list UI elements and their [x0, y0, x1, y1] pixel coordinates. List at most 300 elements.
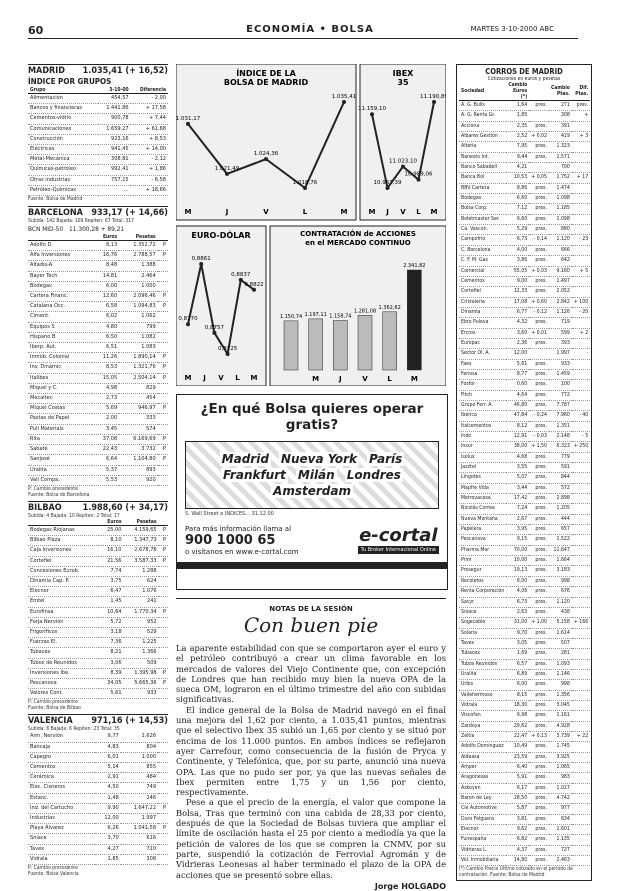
table-cell [158, 332, 168, 342]
table-cell: 6,82 [506, 835, 529, 845]
table-row [459, 328, 590, 338]
chart-contratacion-tick-label: M [312, 375, 320, 383]
table-cell [572, 835, 590, 845]
table-cell: Pharma Mar [459, 545, 506, 555]
table-cell: Nueva Montaña [459, 514, 506, 524]
table-cell: pres. [529, 183, 549, 193]
table-cell: Metal-Mecánica [28, 155, 98, 165]
section-title: ECONOMÍA • BOLSA [246, 24, 374, 35]
table-row [459, 142, 590, 152]
table-cell: Cerámica [28, 773, 95, 783]
table-cell: Indo [459, 432, 506, 442]
table-row [459, 225, 590, 235]
table-cell: Faes [459, 359, 506, 369]
table-cell: pres. [529, 514, 549, 524]
table-cell: 2,63 [506, 607, 529, 617]
table-cell: 1,48 [95, 793, 121, 803]
table-cell: 9,90 [95, 803, 121, 813]
table-row [28, 434, 168, 444]
table-cell [572, 421, 590, 431]
table-cell: + 17,58 [131, 104, 168, 114]
table-cell [158, 424, 168, 434]
chart-madrid-point [264, 157, 268, 161]
table-cell: 4.928 [549, 721, 572, 731]
table-cell: Papelera [459, 525, 506, 535]
chart-eurodolar-tick-label: M [184, 374, 192, 382]
table-cell: 1.890,14 [119, 353, 158, 363]
table-cell: 3,44 [506, 483, 529, 493]
table-cell: Vidrala [459, 700, 506, 710]
table-cell: Pescanova [28, 678, 99, 688]
bcn-index-value: 11.300,28 + 89,21 [69, 225, 125, 234]
table-cell: pres. [529, 638, 549, 648]
table-cell: + 100 [572, 297, 590, 307]
table-cell: 9,77 [95, 732, 121, 742]
table-cell: Mapfre Vida [459, 483, 506, 493]
table-cell: + 0,01 [529, 328, 549, 338]
table-cell: 1.161 [549, 711, 572, 721]
col-header: Euros [99, 519, 123, 526]
table-cell [572, 380, 590, 390]
table-cell: 8,21 [99, 648, 123, 658]
table-cell: pres. [529, 390, 549, 400]
table-cell: 6,26 [95, 824, 121, 834]
table-cell: - 5 [572, 432, 590, 442]
madrid-value: 1.035,41 (+ 16,52) [82, 66, 168, 76]
table-cell: BBV Cartera [459, 183, 506, 193]
table-cell: 983 [549, 773, 572, 783]
table-cell: Ciment. [28, 312, 92, 322]
table-cell: 1.395,98 [124, 668, 159, 678]
table-cell: Alimentación [28, 94, 98, 104]
table-row [459, 452, 590, 462]
table-cell [572, 463, 590, 473]
table-cell [158, 834, 168, 844]
table-cell [158, 383, 168, 393]
table-cell: pres. [529, 845, 549, 855]
table-cell: 1.497 [549, 276, 572, 286]
table-cell: P [158, 824, 168, 834]
table-cell: 10,53 [506, 173, 529, 183]
table-row [28, 373, 168, 383]
table-cell [572, 318, 590, 328]
table-row [28, 678, 168, 688]
table-row [28, 536, 168, 546]
ad-brand: e-cortal [359, 525, 438, 546]
table-cell: pres. [529, 504, 549, 514]
table-cell: 8,15 [506, 690, 529, 700]
table-cell: Renta Corporación [459, 587, 506, 597]
table-cell: 946,97 [119, 404, 158, 414]
table-cell: pres. [529, 597, 549, 607]
table-cell: P [159, 668, 168, 678]
chart-eurodolar-data-label: 0,8770 [178, 316, 198, 323]
table-cell: pres. [529, 649, 549, 659]
chart-eurodolar-tick-label: V [218, 374, 224, 382]
table-cell: 4,80 [92, 322, 119, 332]
table-cell: A. G. Renta Gr. [459, 111, 506, 121]
table-cell: pres. [529, 856, 549, 866]
table-cell [572, 845, 590, 855]
chart-madrid-data-label: 1.024,36 [253, 151, 279, 158]
table-cell [572, 856, 590, 866]
table-cell: 1.041,58 [121, 824, 158, 834]
table-cell: 8,86 [506, 183, 529, 193]
table-cell: 1.082 [119, 332, 158, 342]
chart-ibex35-data-label: 11.023,10 [389, 158, 417, 165]
table-cell: Bayer Tech [28, 271, 92, 281]
table-cell: 6,40 [506, 763, 529, 773]
table-row [28, 638, 168, 648]
chart-contratacion-bar [407, 270, 421, 370]
bcn-index-label: BCN MID-50 [28, 225, 64, 234]
table-cell: pres. [529, 607, 549, 617]
table-cell: Ercros [459, 328, 506, 338]
table-cell [572, 194, 590, 204]
table-cell: 998 [549, 680, 572, 690]
table-cell: 900,78 [98, 114, 131, 124]
table-cell: 17,08 [506, 297, 529, 307]
table-cell: Fitch [459, 390, 506, 400]
table-row [459, 752, 590, 762]
table-cell: 1.474 [549, 183, 572, 193]
table-row [28, 576, 168, 586]
table-cell: Sabaté [28, 445, 92, 455]
charts-area [176, 64, 446, 386]
table-cell: Solaria [459, 628, 506, 638]
table-cell: Elec. Cisneros [28, 783, 95, 793]
table-cell: 10,00 [506, 556, 529, 566]
table-cell: 5,14 [95, 762, 121, 772]
table-cell: 1.083 [119, 343, 158, 353]
table-cell: Banca Bol [459, 173, 506, 183]
bilbao-table [28, 519, 168, 699]
barcelona-table [28, 234, 168, 486]
table-cell [158, 394, 168, 404]
table-row [459, 442, 590, 452]
table-cell: Cementos-vidrio [28, 114, 98, 124]
table-cell: C. F. M. Gas [459, 256, 506, 266]
table-cell: Grupo Ferr. A. [459, 400, 506, 410]
table-cell: 3,18 [99, 627, 123, 637]
table-row [28, 813, 168, 823]
table-cell: 46,80 [506, 400, 529, 410]
ad-city-label: Londres [346, 468, 401, 482]
table-cell: 281 [549, 649, 572, 659]
table-row [459, 400, 590, 410]
table-cell: 727 [549, 845, 572, 855]
table-cell: pres. [529, 142, 549, 152]
table-cell [159, 638, 168, 648]
table-cell: 1,45 [99, 597, 123, 607]
table-cell: pres. [529, 245, 549, 255]
table-cell [159, 597, 168, 607]
table-cell: pres. [529, 483, 549, 493]
table-cell: Cortefiel [28, 556, 99, 566]
table-cell: 7,36 [99, 638, 123, 648]
table-row [28, 124, 168, 134]
valencia-value: 971,16 (+ 14,53) [91, 716, 168, 727]
table-cell: 3,95 [506, 525, 529, 535]
table-cell: 22,43 [92, 445, 119, 455]
table-row [28, 261, 168, 271]
table-cell: pres. [529, 721, 549, 731]
table-cell [572, 659, 590, 669]
table-cell: Adolfo D. [28, 241, 92, 251]
table-cell: Recoletos [459, 576, 506, 586]
table-cell: 5,07 [506, 473, 529, 483]
table-cell: P [158, 241, 168, 251]
table-cell: + 1,00 [529, 618, 549, 628]
table-cell: 1.752 [549, 173, 572, 183]
table-cell: 14,80 [506, 856, 529, 866]
table-cell: - 0,03 [529, 432, 549, 442]
chart-madrid-data-label: 1.031,17 [176, 115, 201, 122]
table-cell: 8,53 [92, 363, 119, 373]
table-cell [158, 271, 168, 281]
table-cell: P [158, 434, 168, 444]
table-cell: pres. [529, 494, 549, 504]
table-row [28, 824, 168, 834]
table-cell: 6,73 [506, 597, 529, 607]
table-row [459, 111, 590, 121]
table-cell [572, 545, 590, 555]
table-cell: Playa Álvarez [28, 824, 95, 834]
table-cell: Banco Sabadell [459, 163, 506, 173]
table-cell: Fosfor [459, 380, 506, 390]
chart-ibex35-tick-label: L [416, 208, 421, 216]
table-row [459, 794, 590, 804]
table-cell: + 1,50 [529, 442, 549, 452]
table-cell: 3,45 [92, 424, 119, 434]
table-cell: 1.120 [549, 597, 572, 607]
table-row [28, 271, 168, 281]
table-cell: pres. [529, 804, 549, 814]
table-cell: 657 [549, 525, 572, 535]
table-cell: 15,05 [92, 373, 119, 383]
table-row [28, 773, 168, 783]
table-cell: Isolux [459, 452, 506, 462]
table-row [28, 546, 168, 556]
ad-web[interactable]: o visítanos en www.e-cortal.com [185, 548, 299, 556]
table-cell: 16,10 [99, 546, 123, 556]
table-cell: Tavex [28, 844, 95, 854]
table-row [459, 338, 590, 348]
table-cell: Bancaja [28, 742, 95, 752]
table-cell [572, 794, 590, 804]
table-cell: 9,00 [506, 276, 529, 286]
table-cell: 3,81 [506, 814, 529, 824]
ad-brand-sub: Tu Broker Internacional Online [358, 546, 439, 554]
table-cell: Valores Cont. [28, 689, 99, 699]
article-headline: Con buen pie [243, 613, 379, 637]
table-cell: 3,60 [506, 328, 529, 338]
table-cell: + 8,53 [131, 134, 168, 144]
table-row [28, 404, 168, 414]
table-row [459, 783, 590, 793]
table-cell: + 0,03 [529, 266, 549, 276]
chart-contratacion-data-label: 1.197,11 [304, 311, 327, 318]
table-cell: pres. [529, 680, 549, 690]
table-cell: 2.898 [549, 494, 572, 504]
table-cell: Catalana Occ. [28, 302, 92, 312]
table-cell: - 23 [572, 235, 590, 245]
table-cell: Adolfo Domínguez [459, 742, 506, 752]
table-cell: 9,62 [506, 825, 529, 835]
table-row [28, 281, 168, 291]
table-cell: + 14,00 [131, 145, 168, 155]
table-cell [158, 475, 168, 485]
chart-madrid-title: ÍNDICE DE LA [236, 69, 296, 78]
ecortal-ad [176, 394, 448, 590]
table-cell: 844 [549, 473, 572, 483]
table-cell: 880 [549, 225, 572, 235]
table-cell: 1.352,72 [119, 241, 158, 251]
table-cell [159, 576, 168, 586]
table-cell: 2.052 [549, 287, 572, 297]
table-cell: 246 [121, 793, 158, 803]
table-cell: P [158, 353, 168, 363]
table-cell: + 1,86 [131, 165, 168, 175]
ad-smallprint: S. Wall Street e INDICES... 31.12.00 [185, 511, 274, 517]
table-cell: 3,86 [506, 256, 529, 266]
valencia-block [28, 714, 168, 877]
table-cell: 8,39 [99, 668, 123, 678]
table-cell: 1.647,22 [121, 803, 158, 813]
table-cell: 6,60 [506, 194, 529, 204]
header-rule [28, 38, 578, 39]
table-cell [572, 669, 590, 679]
table-row [28, 762, 168, 772]
table-cell: pres. [529, 576, 549, 586]
table-cell [572, 535, 590, 545]
table-cell: 6,51 [92, 343, 119, 353]
table-row [28, 668, 168, 678]
table-cell: Italcementos [459, 421, 506, 431]
table-row [459, 535, 590, 545]
table-cell: Metrovacesa [459, 494, 506, 504]
table-cell: pres. [529, 535, 549, 545]
table-cell [159, 617, 168, 627]
chart-madrid-tick-label: M [184, 208, 192, 216]
table-cell: 4,64 [506, 390, 529, 400]
page-header [0, 24, 620, 46]
table-row [28, 597, 168, 607]
corros-subtitle: Cotizaciones en euros y pesetas [487, 76, 561, 82]
ad-cities-banner [185, 441, 439, 509]
table-cell: pres. [529, 380, 549, 390]
table-cell: 12,00 [95, 813, 121, 823]
col-header: Pesetas [124, 519, 159, 526]
chart-eurodolar-data-label: 0,8757 [204, 324, 225, 331]
article-paragraph: El índice general de la Bolsa de Madrid navegó en el final una mejora del 1,62 por ciento, a 1.035,41 puntos, mientras que el selectivo Ibex 35 subió un 1,65 por ciento y se situó por encima de los 11.000 puntos. En ambos índices se reflejaron ayer Carrefour, como consecuencia de la fusión de Pryca y Continente, y Telefónica, que, por su parte, anunció una nueva OPA. Las que no pudo ser por, ya que las nuevas señales de Ibex permiten entre 1,75 y un 1,56 por ciento, respectivamente. [176, 704, 446, 798]
table-cell: pres. [529, 783, 549, 793]
table-row [28, 165, 168, 175]
table-cell: + 0,13 [529, 731, 549, 741]
table-cell: 4.159,65 [124, 525, 159, 535]
table-cell: pres. [529, 121, 549, 131]
table-cell: 1.027 [549, 783, 572, 793]
table-row [28, 465, 168, 475]
table-cell [572, 783, 590, 793]
table-cell: Forja Nervión [28, 617, 99, 627]
chart-madrid-title: BOLSA DE MADRID [223, 78, 309, 87]
chart-madrid-data-label: 1.021,49 [214, 165, 240, 172]
table-cell: 4,37 [506, 845, 529, 855]
table-cell [159, 648, 168, 658]
table-cell: 2.788,57 [119, 251, 158, 261]
table-row [28, 844, 168, 854]
table-row [459, 504, 590, 514]
table-cell: Sanjosé [28, 455, 92, 465]
chart-madrid-point [303, 186, 307, 190]
table-cell: 22,47 [506, 731, 529, 741]
table-cell: 2,00 [92, 414, 119, 424]
table-cell: 1.601 [549, 825, 572, 835]
table-cell: pres. [529, 101, 549, 111]
table-cell [572, 700, 590, 710]
table-row [459, 380, 590, 390]
table-cell: Aldeasa [459, 752, 506, 762]
table-row [459, 432, 590, 442]
table-cell: 1.098 [549, 194, 572, 204]
table-row [28, 251, 168, 261]
table-cell: 16,76 [92, 251, 119, 261]
barcelona-block [28, 206, 168, 498]
table-cell: Sector Ol. A. [459, 349, 506, 359]
table-cell: Inv. Dinámic [28, 363, 92, 373]
table-row [28, 455, 168, 465]
ad-phone[interactable]: 900 1000 65 [185, 533, 276, 548]
table-cell: Cristalería [459, 297, 506, 307]
table-cell [572, 763, 590, 773]
table-cell: 529 [124, 627, 159, 637]
table-cell: + 0,60 [529, 297, 549, 307]
table-cell: Iberp. Aut. [28, 343, 92, 353]
table-row [459, 287, 590, 297]
ad-city-label: Frankfurt [223, 468, 286, 482]
table-cell: pres. [529, 587, 549, 597]
chart-ibex35-title: IBEX [392, 69, 414, 78]
table-row [28, 383, 168, 393]
table-cell: P [159, 678, 168, 688]
table-cell [158, 793, 168, 803]
table-cell: 5,53 [92, 475, 119, 485]
col-header: Euros [92, 234, 119, 241]
table-cell: 21,56 [99, 556, 123, 566]
table-cell: Banesto Int. [459, 152, 506, 162]
table-cell [572, 390, 590, 400]
table-cell: Elecnor [28, 587, 99, 597]
table-cell: Tubos de Reunidos [28, 658, 99, 668]
table-cell: Fuerzas El. [28, 638, 99, 648]
table-cell: pres. [529, 752, 549, 762]
table-cell [158, 752, 168, 762]
table-cell: 799 [119, 322, 158, 332]
table-cell: Urbis [459, 680, 506, 690]
table-row [28, 658, 168, 668]
issue-date: MARTES 3-10-2000 ABC [470, 25, 554, 33]
table-cell: Italibes [28, 373, 92, 383]
table-cell [572, 576, 590, 586]
table-cell: 1.351 [549, 421, 572, 431]
chart-ibex35-data-label: 10.967,39 [373, 180, 402, 186]
table-cell: pres. [529, 204, 549, 214]
table-cell: 2.678,78 [124, 546, 159, 556]
table-cell: pres. [529, 452, 549, 462]
table-cell: 3,75 [99, 576, 123, 586]
table-cell: 676 [549, 587, 572, 597]
